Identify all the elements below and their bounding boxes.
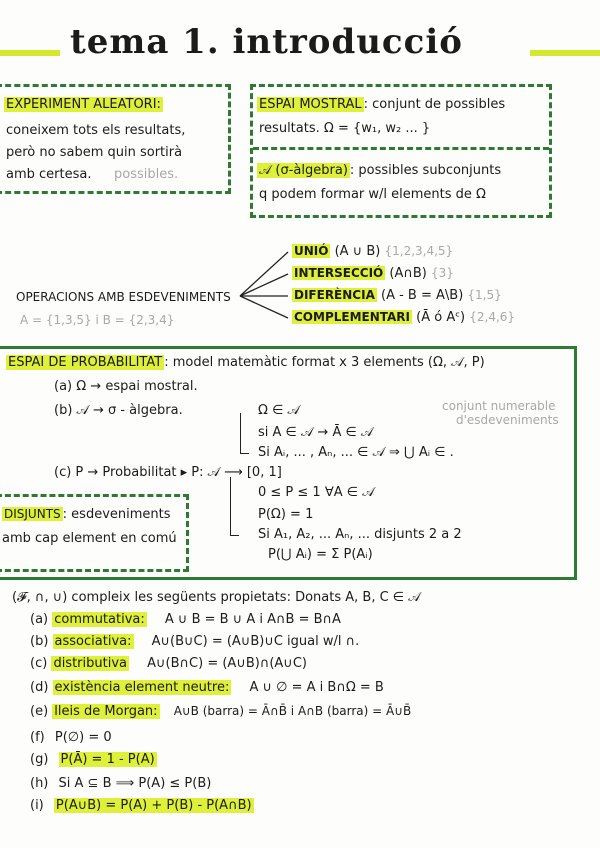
prop-name-4: lleis de Morgan: <box>54 704 158 719</box>
prop-row-3 <box>30 680 384 695</box>
prop-tag-1: (b) <box>30 634 49 649</box>
prop-name-2: distributiva <box>53 656 127 671</box>
disjunts-heading: DISJUNTS <box>4 507 61 521</box>
experiment-heading: EXPERIMENT ALEATORI: <box>6 97 161 112</box>
prop-text-7: Si A ⊆ B ⟹ P(A) ≤ P(B) <box>58 776 212 791</box>
prop-tag-5: (f) <box>30 730 45 745</box>
prob-c4: P(⋃ Aᵢ) = Σ P(Aᵢ) <box>268 547 373 562</box>
prop-tag-4: (e) <box>30 704 49 719</box>
prop-text-1: A∪(B∪C) = (A∪B)∪C igual w/l ∩. <box>151 634 360 649</box>
prob-b: (b) 𝒜 → σ - àlgebra. <box>54 403 183 418</box>
op-row-3 <box>292 310 515 325</box>
prop-row-1 <box>30 634 359 649</box>
op-row-2 <box>292 288 502 303</box>
prop-row-0 <box>30 612 341 627</box>
disjunts-line-1: : esdeveniments <box>62 507 171 522</box>
probabilitat-intro: : model matemàtic format x 3 elements (Ω, 𝒜, P) <box>164 355 485 370</box>
prop-tag-0: (a) <box>30 612 49 627</box>
op-name-1: INTERSECCIÓ <box>294 266 384 280</box>
prop-row-5 <box>30 730 112 745</box>
op-row-1 <box>292 266 454 281</box>
prop-text-0: A ∪ B = B ∪ A i A∩B = B∩A <box>164 612 341 627</box>
prob-b3: Si Aᵢ, ... , Aₙ, ... ∈ 𝒜 ⇒ ⋃ Aᵢ ∈ . <box>258 445 454 460</box>
prob-c1: 0 ≤ P ≤ 1 ∀A ∈ 𝒜 <box>258 485 375 500</box>
espai-mostral-line-2: resultats. Ω = {w₁, w₂ ... } <box>259 121 431 136</box>
sigma-line-1: : possibles subconjunts <box>349 163 502 178</box>
prop-tag-7: (h) <box>30 776 49 791</box>
prob-b1: Ω ∈ 𝒜 <box>258 403 300 418</box>
prob-c2: P(Ω) = 1 <box>258 507 314 522</box>
prop-row-6 <box>30 752 157 767</box>
prop-row-4 <box>30 704 411 719</box>
operacions-label: OPERACIONS AMB ESDEVENIMENTS <box>16 290 231 304</box>
operacions-example: A = {1,3,5} i B = {2,3,4} <box>20 313 175 327</box>
prop-tag-8: (i) <box>30 798 44 813</box>
espai-mostral-box <box>250 84 552 218</box>
op-result-3: {2,4,6} <box>469 310 516 324</box>
op-result-2: {1,5} <box>467 288 502 302</box>
prop-row-8 <box>30 798 254 813</box>
op-name-2: DIFERÈNCIA <box>294 288 375 302</box>
prob-a: (a) Ω → espai mostral. <box>54 379 198 394</box>
sigma-line-2: q podem formar w/l elements de Ω <box>259 187 486 202</box>
op-formula-1: (A∩B) <box>389 266 427 281</box>
disjunts-box <box>0 494 189 572</box>
op-result-0: {1,2,3,4,5} <box>384 244 454 258</box>
prob-c: (c) P → Probabilitat ▸ P: 𝒜 ⟶ [0, 1] <box>54 465 282 480</box>
sigma-heading: 𝒜 (σ-àlgebra) <box>259 163 348 178</box>
prop-row-7 <box>30 776 211 791</box>
title-underline-left <box>0 50 60 56</box>
prop-name-3: existència element neutre: <box>54 680 230 695</box>
title-underline-right <box>530 50 600 56</box>
experiment-line-1: coneixem tots els resultats, <box>6 123 186 138</box>
prop-tag-3: (d) <box>30 680 49 695</box>
prop-tag-2: (c) <box>30 656 48 671</box>
prop-text-2: A∪(B∩C) = (A∪B)∩(A∪C) <box>147 656 307 671</box>
op-formula-0: (A ∪ B) <box>334 244 381 259</box>
prop-text-5: P(∅) = 0 <box>54 730 112 745</box>
prob-b2: si A ∈ 𝒜 → Ā ∈ 𝒜 <box>258 425 374 440</box>
page-title: tema 1. introducció <box>70 22 463 62</box>
disjunts-line-2: amb cap element en comú <box>2 531 177 546</box>
prob-c3: Si A₁, A₂, ... Aₙ, ... disjunts 2 a 2 <box>258 527 462 542</box>
operacions-arrows <box>238 244 292 324</box>
experiment-line-2: però no sabem quin sortirà <box>6 145 183 160</box>
prop-text-8: P(A∪B) = P(A) + P(B) - P(A∩B) <box>55 798 252 813</box>
experiment-line-3: amb certesa. <box>6 167 92 182</box>
prop-text-4: A∪B (barra) = Ā∩B̄ i A∩B (barra) = Ā∪B̄ <box>173 704 412 718</box>
prop-tag-6: (g) <box>30 752 49 767</box>
espai-divider <box>253 147 549 150</box>
prob-b-note-2: d'esdeveniments <box>456 413 559 427</box>
op-row-0 <box>292 244 453 259</box>
experiment-note: possibles. <box>114 167 179 182</box>
propietats-intro: (𝓕, ∩, ∪) compleix les següents propietats: Donats A, B, C ∈ 𝒜 <box>12 590 421 605</box>
op-name-3: COMPLEMENTARI <box>294 310 411 324</box>
prop-text-6: P(Ā) = 1 - P(A) <box>60 752 155 767</box>
probabilitat-heading: ESPAI DE PROBABILITAT <box>8 355 163 370</box>
prob-b-note-1: conjunt numerable <box>442 399 556 413</box>
prop-name-0: commutativa: <box>54 612 145 627</box>
espai-mostral-line-1: : conjunt de possibles <box>363 97 506 112</box>
op-result-1: {3} <box>431 266 454 280</box>
prop-row-2 <box>30 656 307 671</box>
prob-c-bracket <box>230 477 239 536</box>
prob-b-bracket <box>240 413 249 454</box>
prop-name-1: associativa: <box>54 634 132 649</box>
op-formula-2: (A - B = A\B) <box>381 288 464 303</box>
espai-mostral-heading: ESPAI MOSTRAL <box>259 97 362 112</box>
experiment-box <box>0 84 231 194</box>
prop-text-3: A ∪ ∅ = A i B∩Ω = B <box>249 680 384 695</box>
op-name-0: UNIÓ <box>294 244 329 258</box>
op-formula-3: (Ā ó Aᶜ) <box>416 310 466 325</box>
